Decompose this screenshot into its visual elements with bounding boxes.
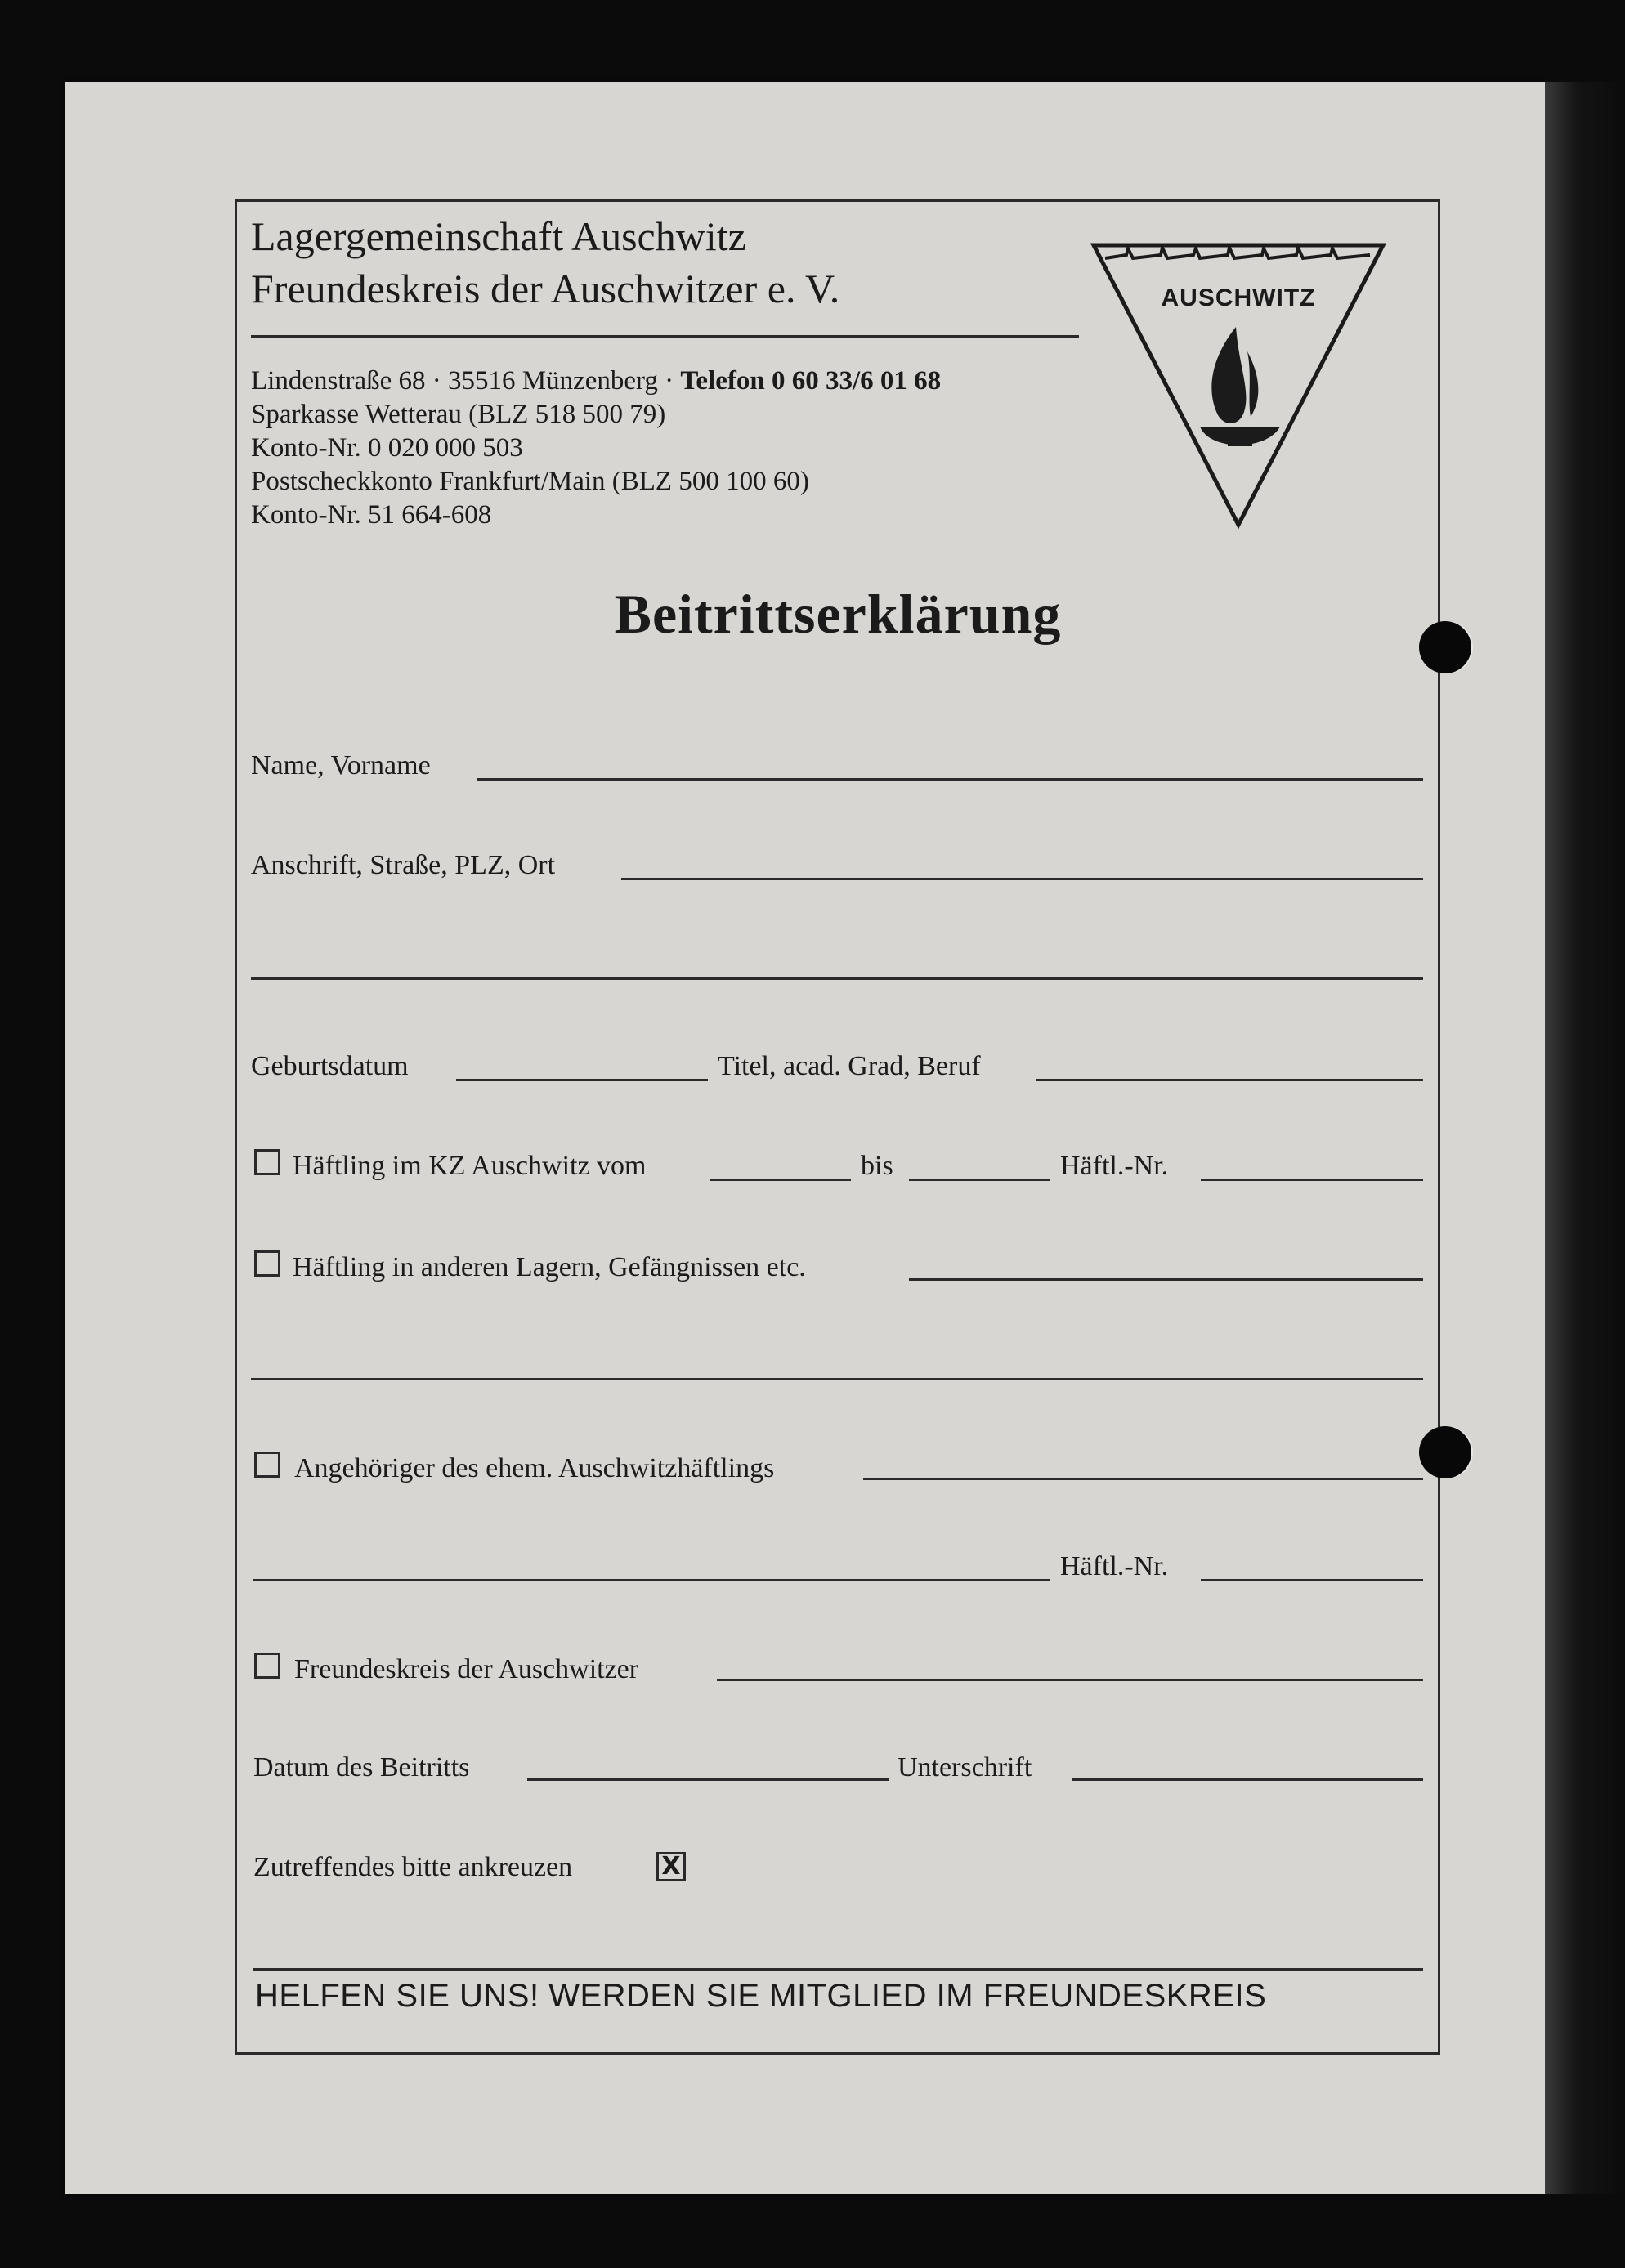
name-label: Name, Vorname [251, 750, 431, 781]
account-line2: Konto-Nr. 51 664-608 [251, 500, 492, 530]
flame-lamp-icon [1200, 327, 1280, 446]
footer-rule [253, 1968, 1423, 1971]
bank-line2: Postscheckkonto Frankfurt/Main (BLZ 500 100 60) [251, 467, 809, 496]
other-camps-field[interactable] [909, 1278, 1423, 1281]
profession-field[interactable] [1036, 1079, 1423, 1081]
signature-label: Unterschrift [898, 1752, 1032, 1783]
profession-label: Titel, acad. Grad, Beruf [718, 1051, 981, 1081]
header-rule [251, 335, 1079, 338]
barbed-wire-icon [1105, 248, 1370, 258]
kz-until-label: bis [861, 1151, 893, 1181]
address-label: Anschrift, Straße, PLZ, Ort [251, 850, 556, 880]
footer-slogan: HELFEN SIE UNS! WERDEN SIE MITGLIED IM FREUNDESKREIS [255, 1978, 1267, 2014]
address-field-line2[interactable] [251, 977, 1423, 980]
birthdate-label: Geburtsdatum [251, 1051, 409, 1081]
bank-line1: Sparkasse Wetterau (BLZ 518 500 79) [251, 400, 666, 429]
page-edge-shadow [1545, 82, 1625, 2194]
relative-label: Angehöriger des ehem. Auschwitzhäftlings [294, 1453, 775, 1483]
other-camps-checkbox[interactable] [254, 1250, 280, 1277]
birthdate-field[interactable] [456, 1079, 708, 1081]
logo-text: AUSCHWITZ [1161, 284, 1316, 311]
kz-auschwitz-checkbox[interactable] [254, 1149, 280, 1175]
street-address: Lindenstraße 68 · 35516 Münzenberg · [251, 366, 681, 396]
name-field[interactable] [477, 778, 1423, 781]
form-title: Beitrittserklärung [614, 583, 1062, 645]
other-camps-field-line2[interactable] [251, 1378, 1423, 1380]
signature-field[interactable] [1072, 1778, 1423, 1781]
other-camps-label: Häftling in anderen Lagern, Gefängnissen etc. [293, 1252, 806, 1282]
account-line1: Konto-Nr. 0 020 000 503 [251, 433, 523, 463]
phone-number: Telefon 0 60 33/6 01 68 [680, 366, 942, 396]
address-line [251, 365, 941, 398]
instruction-label: Zutreffendes bitte ankreuzen [253, 1852, 573, 1882]
friends-circle-field[interactable] [717, 1679, 1423, 1681]
kz-from-field[interactable] [710, 1179, 851, 1181]
address-field[interactable] [621, 878, 1423, 880]
relative-prisoner-number-label: Häftl.-Nr. [1060, 1551, 1169, 1581]
example-checked-box: X [656, 1852, 686, 1881]
kz-until-field[interactable] [909, 1179, 1050, 1181]
relative-name-field[interactable] [253, 1579, 1050, 1581]
org-name-line2: Freundeskreis der Auschwitzer e. V. [251, 266, 840, 311]
relative-checkbox[interactable] [254, 1452, 280, 1478]
prisoner-number-label: Häftl.-Nr. [1060, 1151, 1169, 1181]
join-date-field[interactable] [527, 1778, 889, 1781]
relative-field[interactable] [863, 1478, 1423, 1480]
org-name-line1: Lagergemeinschaft Auschwitz [251, 213, 746, 259]
punch-hole-bottom [1419, 1426, 1471, 1478]
friends-circle-label: Freundeskreis der Auschwitzer [294, 1654, 639, 1684]
prisoner-number-field[interactable] [1201, 1179, 1423, 1181]
join-date-label: Datum des Beitritts [253, 1752, 470, 1783]
friends-circle-checkbox[interactable] [254, 1653, 280, 1679]
relative-prisoner-number-field[interactable] [1201, 1579, 1423, 1581]
auschwitz-logo [1087, 237, 1390, 531]
kz-auschwitz-label: Häftling im KZ Auschwitz vom [293, 1151, 647, 1181]
